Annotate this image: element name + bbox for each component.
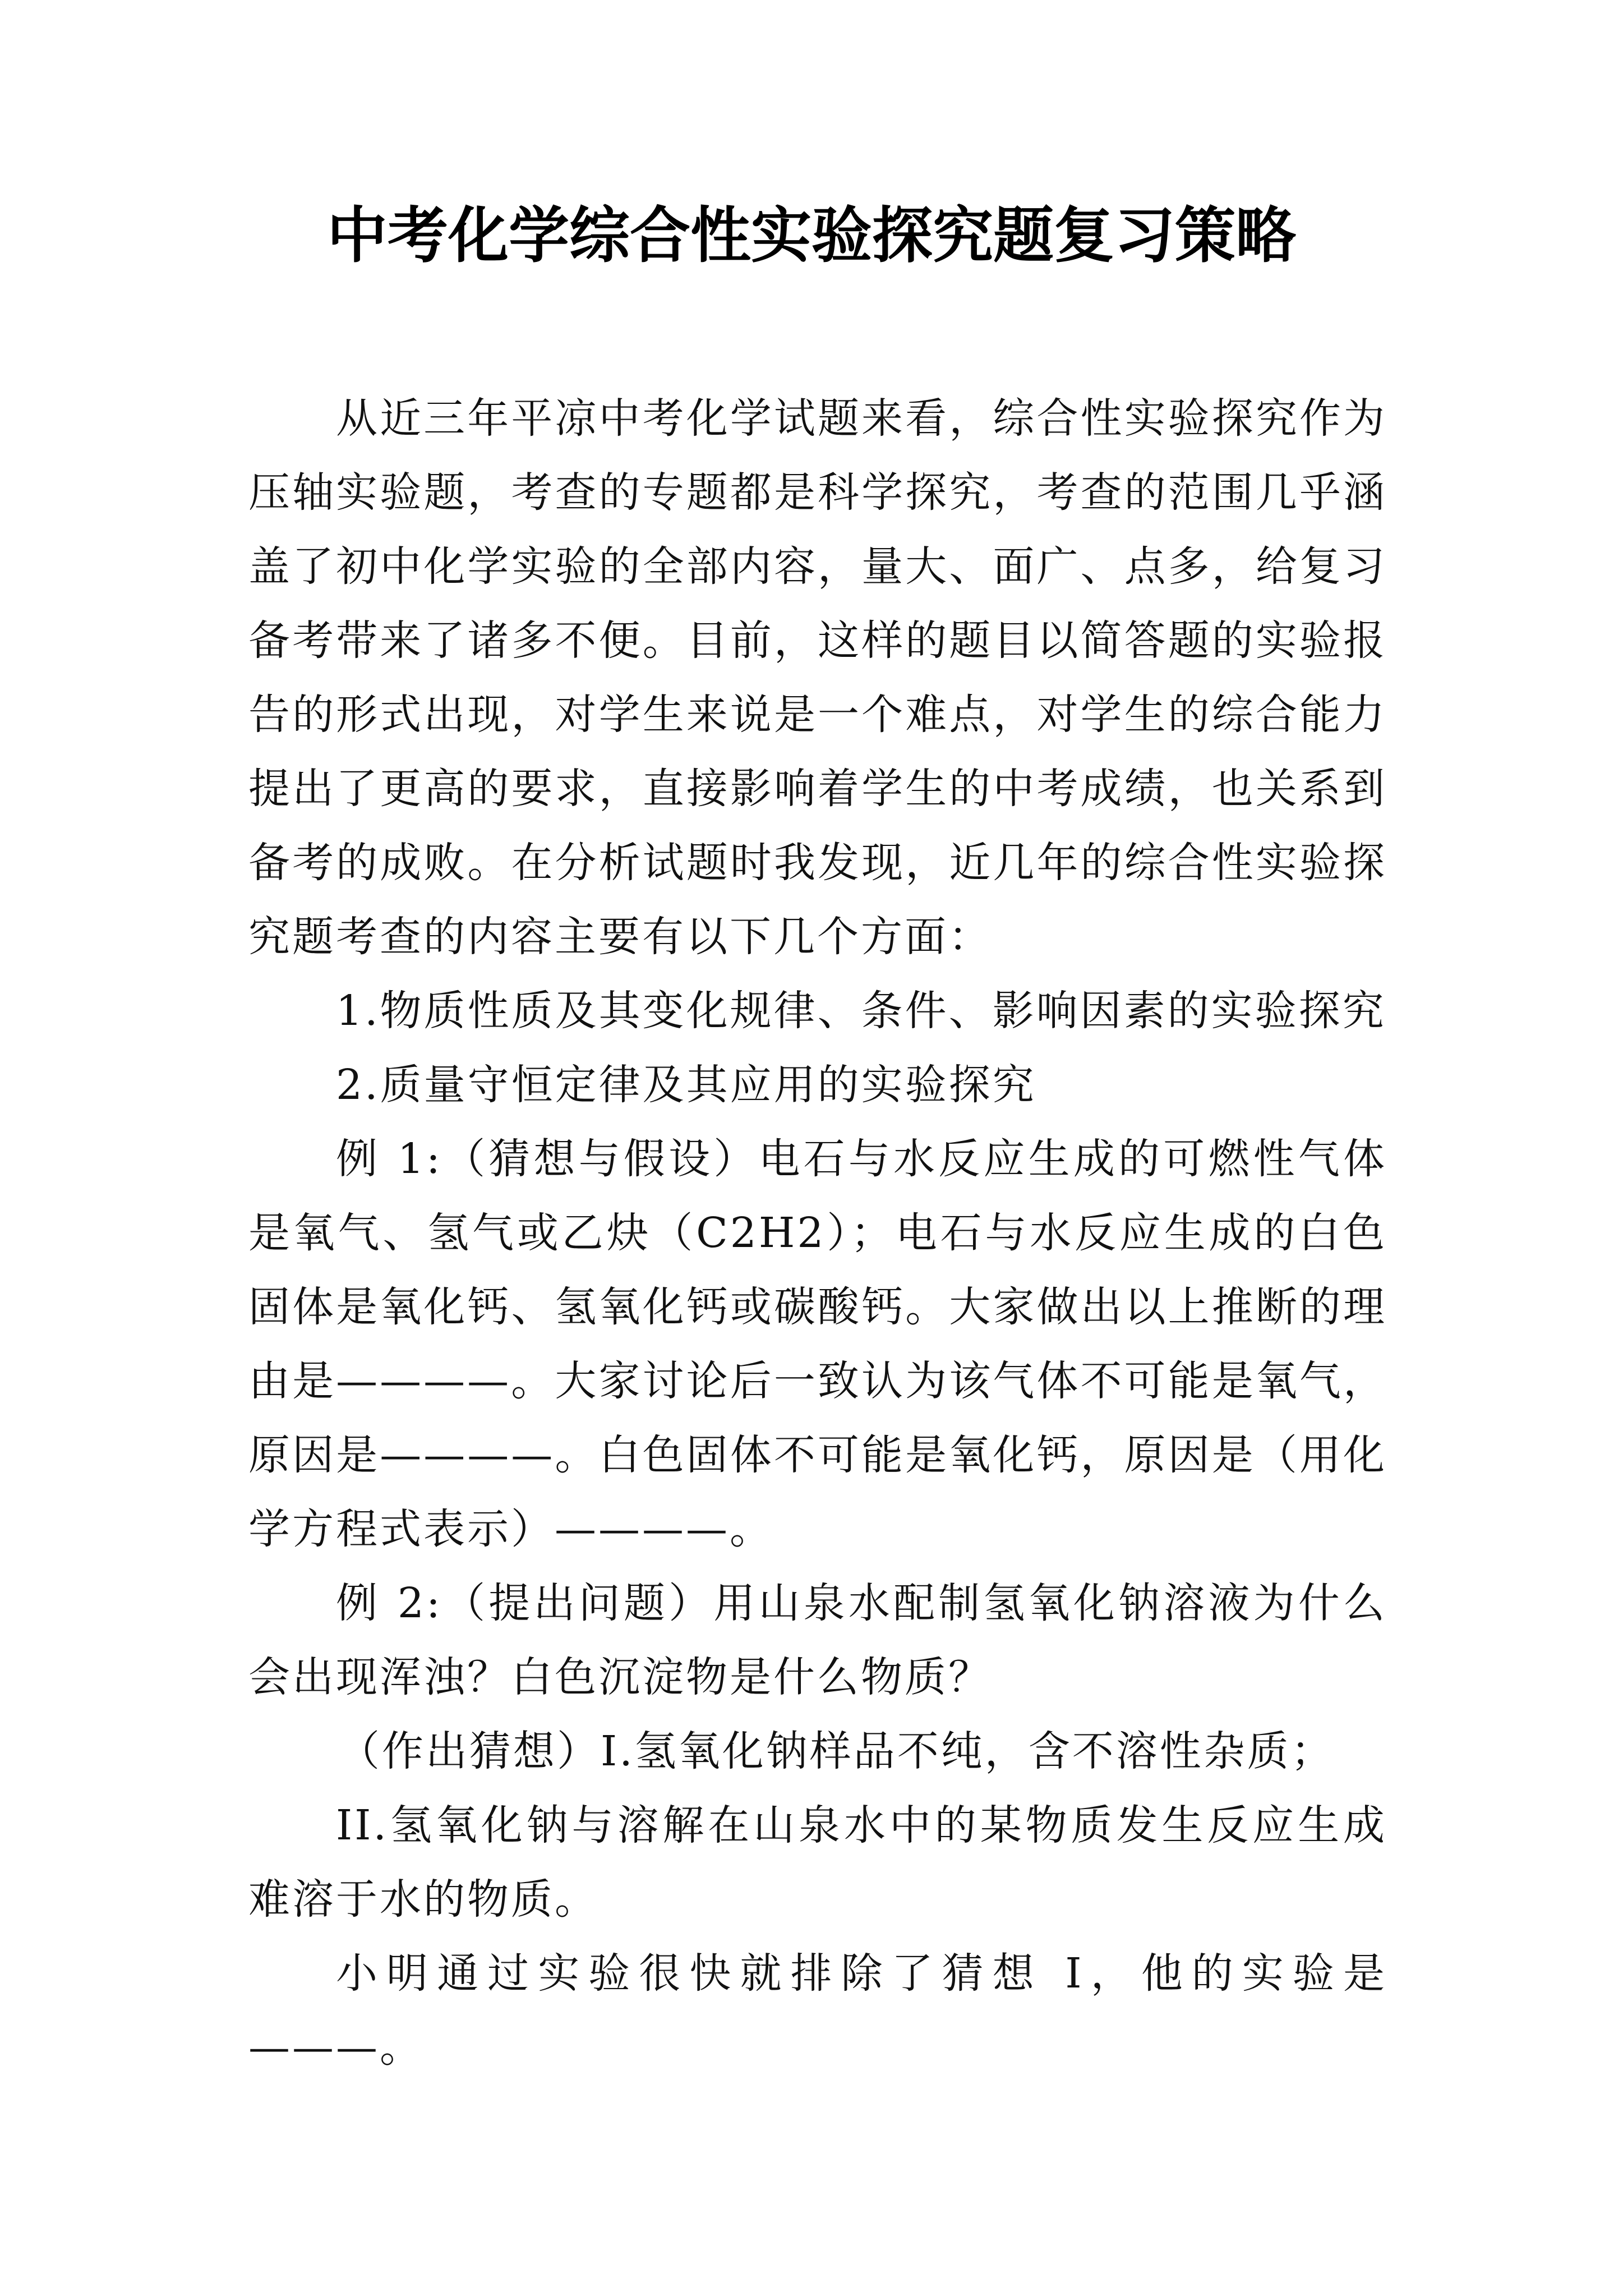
example-2-paragraph: 例 2:（提出问题）用山泉水配制氢氧化钠溶液为什么会出现浑浊？白色沉淀物是什么物质？ (248, 1579, 1387, 1701)
document-body (248, 381, 1387, 2085)
list-item-2: 2.质量守恒定律及其应用的实验探究 (336, 1061, 1036, 1109)
example-1-paragraph: 例 1:（猜想与假设）电石与水反应生成的可燃性气体是氧气、氢气或乙炔（C2H2）；电石与水反应生成的白色固体是氧化钙、氢氧化钙或碳酸钙。大家做出以上推断的理由是————。大家讨论后一致认为该气体不可能是氧气，原因是————。白色固体不可能是氧化钙，原因是（用化学方程式表示）————。 (248, 1135, 1387, 1553)
experiment-paragraph: 小明通过实验很快就排除了猜想 I，他的实验是———。 (248, 1949, 1387, 2072)
hypothesis-1-paragraph: （作出猜想）I.氢氧化钠样品不纯，含不溶性杂质； (338, 1727, 1335, 1775)
hypothesis-2-paragraph: II.氢氧化钠与溶解在山泉水中的某物质发生反应生成难溶于水的物质。 (248, 1801, 1387, 1924)
intro-paragraph: 从近三年平凉中考化学试题来看，综合性实验探究作为压轴实验题，考查的专题都是科学探究，考查的范围几乎涵盖了初中化学实验的全部内容，量大、面广、点多，给复习备考带来了诸多不便。目前，这样的题目以简答题的实验报告的形式出现，对学生来说是一个难点，对学生的综合能力提出了更高的要求，直接影响着学生的中考成绩，也关系到备考的成败。在分析试题时我发现，近几年的综合性实验探究题考查的内容主要有以下几个方面： (248, 394, 1387, 961)
list-item-1: 1.物质性质及其变化规律、条件、影响因素的实验探究 (336, 987, 1386, 1035)
page-title: 中考化学综合性实验探究题复习策略 (326, 200, 1296, 271)
